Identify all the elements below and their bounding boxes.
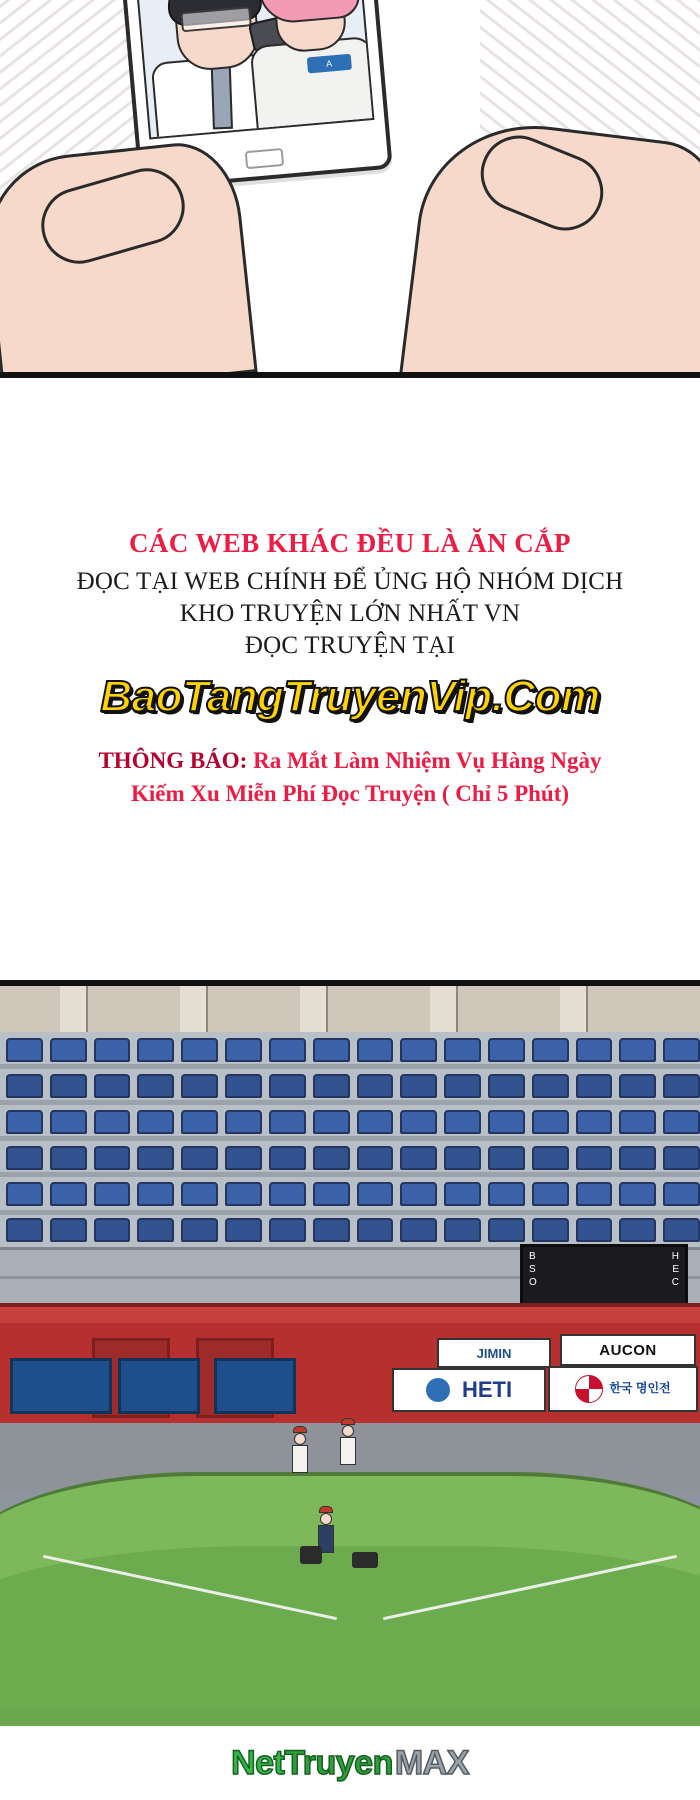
advert-headline: CÁC WEB KHÁC ĐỀU LÀ ĂN CẮP	[129, 527, 571, 558]
watermark-text	[231, 1744, 469, 1783]
advert-line-4: ĐỌC TRUYỆN TẠI	[244, 631, 456, 659]
scoreboard-o: O	[529, 1277, 537, 1288]
advert-line-2: ĐỌC TẠI WEB CHÍNH ĐỂ ỦNG HỘ NHÓM DỊCH	[76, 567, 624, 595]
seat-row	[0, 1110, 700, 1134]
seat-row	[0, 1182, 700, 1206]
scoreboard-h: H	[671, 1251, 679, 1262]
brand-url[interactable]: BaoTangTruyenVip.Com	[100, 671, 600, 721]
seat-rail	[0, 1172, 700, 1177]
player-head	[342, 1425, 354, 1437]
watermark-max: MAX	[394, 1743, 469, 1782]
notice-label: THÔNG BÁO:	[98, 747, 248, 773]
fan-icon	[575, 1375, 603, 1403]
stadium-panel	[0, 986, 700, 1726]
equipment-bag	[352, 1552, 378, 1568]
seat-row	[0, 1038, 700, 1062]
player-white-left	[292, 1426, 308, 1473]
seat-row	[0, 1146, 700, 1170]
scoreboard-right-column	[672, 1251, 679, 1299]
notice-text: Ra Mắt Làm Nhiệm Vụ Hàng Ngày	[247, 747, 602, 773]
watermark-net: Net	[231, 1743, 285, 1782]
seat-rail	[0, 1210, 700, 1215]
advert-panel	[0, 378, 700, 980]
seat-row	[0, 1074, 700, 1098]
field-foreground	[0, 1710, 700, 1726]
equipment-bag	[300, 1546, 322, 1564]
heti-ad-board	[392, 1368, 546, 1412]
player-head	[294, 1433, 306, 1445]
support-column	[60, 986, 88, 1032]
aucon-ad-board: AUCON	[560, 1334, 696, 1366]
support-column	[560, 986, 588, 1032]
scoreboard-c: C	[671, 1277, 679, 1288]
uniform-badge: A	[307, 54, 352, 74]
cap-icon	[341, 1418, 355, 1425]
player-head	[320, 1513, 332, 1525]
cap-icon	[293, 1426, 307, 1433]
scoreboard-e: E	[672, 1264, 679, 1275]
seat-rail	[0, 1064, 700, 1069]
seat-rail	[0, 1136, 700, 1141]
player-body	[292, 1445, 308, 1473]
support-column	[180, 986, 208, 1032]
scoreboard-left-column	[529, 1251, 537, 1299]
phone-screen	[133, 0, 375, 140]
player-white-right	[340, 1418, 356, 1465]
scoreboard	[520, 1244, 688, 1306]
support-column	[430, 986, 458, 1032]
phone-home-button	[245, 148, 284, 169]
jimin-ad-board: JIMIN	[437, 1338, 551, 1368]
watermark-truyen: Truyen	[284, 1743, 393, 1782]
player-body	[340, 1437, 356, 1465]
seating-deck	[0, 1032, 700, 1247]
upper-wall	[0, 986, 700, 1035]
support-column	[300, 986, 328, 1032]
wall-panel	[118, 1358, 200, 1414]
heti-ad-text: HETI	[461, 1377, 513, 1402]
cap-icon	[319, 1506, 333, 1513]
korean-ad-text: 한국 명인전	[609, 1381, 671, 1396]
seat-row	[0, 1218, 700, 1242]
reporter-tie	[211, 63, 233, 130]
site-watermark	[0, 1726, 700, 1800]
advert-line-3: KHO TRUYỆN LỚN NHẤT VN	[179, 599, 521, 627]
scoreboard-s: S	[529, 1264, 536, 1275]
seat-rail	[0, 1100, 700, 1105]
wall-panel	[214, 1358, 296, 1414]
scoreboard-b: B	[529, 1251, 536, 1262]
wall-padding	[0, 1307, 700, 1323]
wall-panel	[10, 1358, 112, 1414]
korean-ad-board	[548, 1366, 698, 1412]
heti-logo-icon	[426, 1378, 450, 1402]
phone-panel	[0, 0, 700, 372]
notice-line-2: Kiếm Xu Miễn Phí Đọc Truyện ( Chỉ 5 Phút)	[130, 781, 570, 806]
notice-block	[77, 744, 624, 811]
